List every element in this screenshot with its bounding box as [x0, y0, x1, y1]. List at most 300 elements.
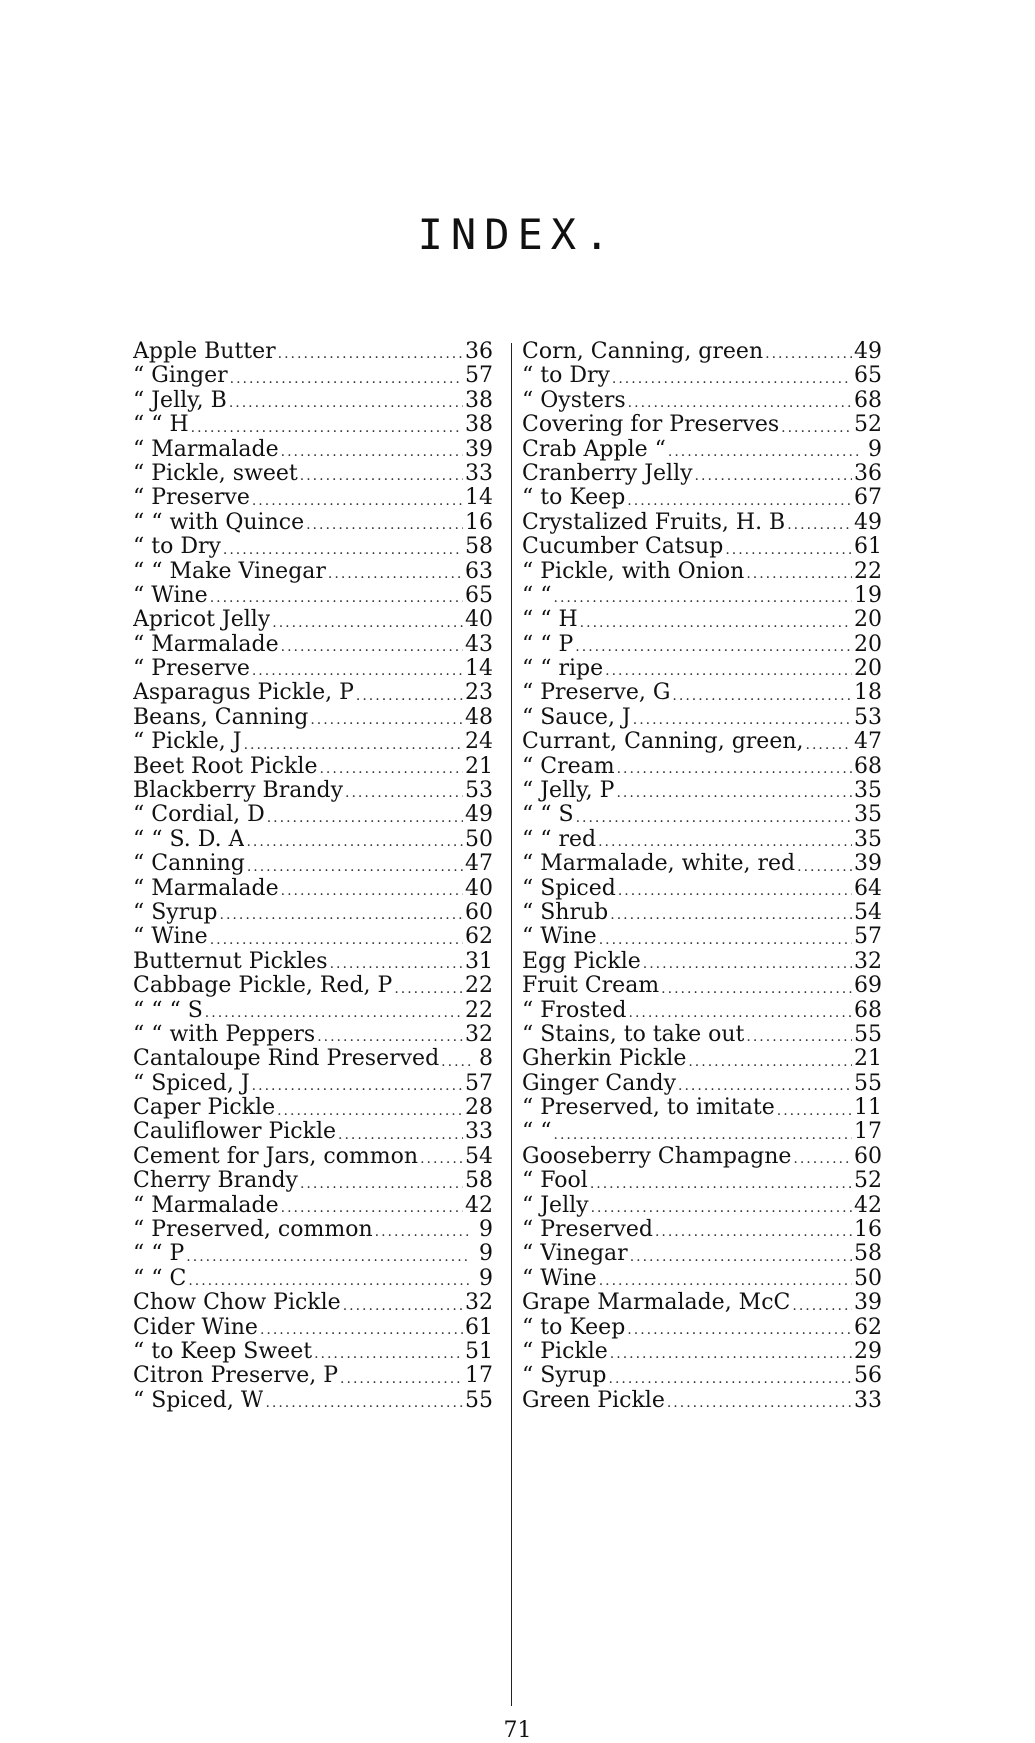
index-entry: [133, 1316, 493, 1340]
entry-name: Blackberry Brandy: [133, 779, 344, 804]
dot-leader: [806, 735, 852, 755]
entry-name: “ Pickle, sweet: [133, 461, 298, 486]
entry-page: 65: [465, 582, 493, 608]
entry-page: 22: [465, 997, 493, 1023]
entry-page: 19: [854, 582, 882, 608]
entry-name: Apple Butter: [133, 339, 276, 364]
dot-leader: [746, 564, 852, 584]
dot-leader: [277, 1101, 463, 1121]
index-entry: [522, 1340, 882, 1364]
index-entry: [522, 755, 882, 779]
index-entry: [522, 560, 882, 584]
entry-name: “ Fool: [522, 1169, 588, 1194]
dot-leader: [695, 466, 852, 486]
dot-leader: [746, 1027, 852, 1047]
index-entry: [133, 828, 493, 852]
index-entry: [133, 1072, 493, 1096]
index-entry: [133, 999, 493, 1023]
entry-name: Caper Pickle: [133, 1096, 276, 1121]
index-entry: [522, 1096, 882, 1120]
entry-name: “ Marmalade: [133, 1193, 279, 1218]
index-entry: [522, 1364, 882, 1388]
dot-leader: [278, 344, 463, 364]
index-entry: [133, 364, 493, 388]
dot-leader: [765, 344, 852, 364]
entry-name: Currant, Canning, green,: [522, 730, 804, 755]
dot-leader: [598, 832, 852, 852]
index-entry: [133, 877, 493, 901]
entry-name: “ Wine: [133, 925, 208, 950]
entry-page: 38: [465, 412, 493, 438]
entry-page: 16: [465, 509, 493, 535]
page-number: 71: [503, 1718, 532, 1743]
entry-name: “ Pickle: [522, 1340, 608, 1364]
entry-page: 54: [465, 1143, 493, 1169]
entry-page: 47: [854, 729, 882, 755]
dot-leader: [300, 466, 463, 486]
entry-page: 57: [854, 924, 882, 950]
dot-leader: [630, 1247, 852, 1267]
index-entry: [522, 535, 882, 559]
index-entry: [522, 803, 882, 827]
entry-page: 9: [479, 1241, 493, 1267]
index-entry: [522, 950, 882, 974]
entry-name: “ “ Make Vinegar: [133, 559, 326, 584]
entry-page: 20: [854, 631, 882, 657]
entry-page: 49: [465, 802, 493, 828]
index-entry: [133, 511, 493, 535]
index-entry: [133, 535, 493, 559]
dot-leader: [575, 637, 852, 657]
entry-name: “ Jelly, P: [522, 779, 615, 804]
dot-leader: [319, 759, 463, 779]
index-entry: [522, 681, 882, 705]
index-entry: [133, 584, 493, 608]
dot-leader: [281, 1198, 463, 1218]
entry-name: Cider Wine: [133, 1315, 258, 1340]
dot-leader: [777, 1101, 852, 1121]
entry-name: “ to Keep: [522, 486, 626, 511]
entry-page: 16: [854, 1217, 882, 1243]
dot-leader: [633, 710, 852, 730]
dot-leader: [230, 369, 463, 389]
index-entry: [522, 1169, 882, 1193]
index-entry: [133, 901, 493, 925]
dot-leader: [441, 1052, 471, 1072]
entry-page: 20: [854, 656, 882, 682]
entry-name: “ Cordial, D: [133, 803, 265, 828]
entry-page: 9: [479, 1217, 493, 1243]
entry-name: “ “ ripe: [522, 657, 604, 682]
index-entry: [133, 1364, 493, 1388]
entry-page: 62: [465, 924, 493, 950]
index-entry: [133, 1267, 493, 1291]
entry-name: “ Marmalade: [133, 876, 279, 901]
index-entry: [522, 730, 882, 754]
entry-name: “ Shrub: [522, 900, 609, 925]
index-entry: [522, 1242, 882, 1266]
index-entry: [133, 1389, 493, 1413]
entry-name: “ “ C: [133, 1266, 187, 1291]
dot-leader: [678, 1076, 852, 1096]
dot-leader: [554, 588, 853, 608]
index-entry: [522, 1267, 882, 1291]
index-entry: [522, 1291, 882, 1315]
entry-name: Crystalized Fruits, H. B: [522, 510, 786, 535]
entry-name: “ “: [522, 1120, 552, 1145]
index-entry: [133, 803, 493, 827]
entry-name: Cherry Brandy: [133, 1169, 298, 1194]
entry-page: 42: [854, 1192, 882, 1218]
dot-leader: [655, 1222, 852, 1242]
index-entry: [522, 608, 882, 632]
entry-name: “ Wine: [133, 583, 208, 608]
entry-page: 49: [854, 338, 882, 364]
entry-name: Beet Root Pickle: [133, 754, 318, 779]
dot-leader: [787, 515, 852, 535]
entry-page: 61: [854, 534, 882, 560]
entry-name: “ Preserve, G: [522, 681, 671, 706]
index-entry: [522, 1218, 882, 1242]
dot-leader: [314, 1344, 463, 1364]
entry-name: “ Frosted: [522, 998, 627, 1023]
dot-leader: [420, 1149, 463, 1169]
index-entry: [522, 1023, 882, 1047]
entry-page: 60: [854, 1143, 882, 1169]
index-entry: [133, 486, 493, 510]
entry-page: 29: [854, 1339, 882, 1364]
dot-leader: [306, 515, 463, 535]
dot-leader: [643, 954, 852, 974]
dot-leader: [672, 686, 852, 706]
index-entry: [133, 950, 493, 974]
entry-name: “ Syrup: [133, 900, 218, 925]
entry-name: “ Wine: [522, 925, 597, 950]
index-entry: [522, 633, 882, 657]
entry-page: 35: [854, 826, 882, 852]
dot-leader: [210, 930, 463, 950]
entry-name: Cranberry Jelly: [522, 461, 693, 486]
index-entry: [522, 486, 882, 510]
entry-name: Grape Marmalade, McC: [522, 1291, 791, 1316]
entry-name: “ “ S: [522, 803, 574, 828]
entry-page: 36: [854, 460, 882, 486]
index-entry: [133, 413, 493, 437]
entry-page: 58: [465, 534, 493, 560]
index-entry: [522, 779, 882, 803]
entry-page: 32: [854, 948, 882, 974]
entry-page: 33: [465, 1119, 493, 1145]
entry-name: “ Spiced, J: [133, 1071, 250, 1096]
index-entry: [522, 364, 882, 388]
entry-name: Covering for Preserves: [522, 413, 780, 438]
index-entry: [522, 1047, 882, 1071]
entry-page: 14: [465, 656, 493, 682]
entry-name: Corn, Canning, green: [522, 339, 764, 364]
index-entry: [133, 852, 493, 876]
dot-leader: [338, 1125, 463, 1145]
entry-page: 33: [854, 1387, 882, 1413]
dot-leader: [590, 1174, 852, 1194]
dot-leader: [792, 1296, 852, 1316]
dot-leader: [210, 588, 463, 608]
dot-leader: [247, 857, 463, 877]
index-entry: [133, 657, 493, 681]
entry-page: 21: [465, 753, 493, 779]
entry-page: 63: [465, 558, 493, 584]
entry-name: “ Marmalade: [133, 632, 279, 657]
entry-page: 35: [854, 778, 882, 804]
dot-leader: [265, 1393, 463, 1413]
entry-name: “ Jelly: [522, 1193, 589, 1218]
entry-name: “ “ with Quince: [133, 510, 305, 535]
dot-leader: [272, 613, 463, 633]
index-entry: [522, 999, 882, 1023]
entry-page: 43: [465, 631, 493, 657]
entry-page: 11: [854, 1095, 882, 1121]
entry-page: 57: [465, 363, 493, 389]
entry-name: Cucumber Catsup: [522, 535, 724, 560]
entry-name: Beans, Canning: [133, 705, 309, 730]
entry-page: 17: [854, 1119, 882, 1145]
index-entry: [522, 413, 882, 437]
entry-name: “ Preserved, common: [133, 1218, 373, 1243]
dot-leader: [394, 979, 463, 999]
dot-leader: [554, 1125, 853, 1145]
entry-name: “ “ S. D. A: [133, 827, 245, 852]
dot-leader: [229, 393, 463, 413]
column-divider: [511, 343, 512, 1706]
entry-page: 32: [465, 1290, 493, 1316]
index-entry: [522, 925, 882, 949]
entry-name: “ Ginger: [133, 364, 228, 389]
entry-page: 8: [479, 1046, 493, 1072]
index-entry: [133, 1121, 493, 1145]
dot-leader: [576, 808, 852, 828]
entry-name: “ Preserved: [522, 1218, 653, 1243]
entry-name: “ “ red: [522, 827, 597, 852]
entry-name: “ Sauce, J: [522, 705, 631, 730]
dot-leader: [300, 1174, 463, 1194]
index-entry: [522, 901, 882, 925]
index-entry: [133, 438, 493, 462]
entry-name: Crab Apple “: [522, 437, 666, 462]
index-entry: [522, 438, 882, 462]
entry-page: 69: [854, 973, 882, 999]
page-title: INDEX.: [417, 210, 618, 259]
entry-page: 39: [854, 851, 882, 877]
entry-page: 9: [479, 1265, 493, 1291]
entry-page: 36: [465, 338, 493, 364]
entry-page: 40: [465, 875, 493, 901]
entry-page: 22: [465, 973, 493, 999]
entry-page: 49: [854, 509, 882, 535]
index-entry: [522, 389, 882, 413]
entry-name: Butternut Pickles: [133, 949, 328, 974]
entry-page: 50: [465, 826, 493, 852]
entry-page: 47: [465, 851, 493, 877]
index-entry: [522, 974, 882, 998]
index-entry: [522, 1121, 882, 1145]
entry-page: 55: [854, 1070, 882, 1096]
dot-leader: [599, 1271, 852, 1291]
dot-leader: [330, 954, 463, 974]
index-entry: [522, 1145, 882, 1169]
entry-name: “ Canning: [133, 852, 245, 877]
dot-leader: [627, 491, 852, 511]
dot-leader: [725, 540, 852, 560]
entry-page: 48: [465, 704, 493, 730]
entry-name: “ “ P: [133, 1242, 185, 1267]
entry-name: “ to Dry: [133, 535, 221, 560]
entry-name: Cantaloupe Rind Preserved: [133, 1047, 440, 1072]
entry-name: “ Preserve: [133, 486, 250, 511]
entry-name: “ “: [522, 583, 552, 608]
dot-leader: [612, 369, 852, 389]
dot-leader: [793, 1149, 852, 1169]
entry-page: 35: [854, 802, 882, 828]
dot-leader: [605, 661, 852, 681]
entry-name: “ Preserved, to imitate: [522, 1096, 775, 1121]
entry-name: “ Marmalade, white, red: [522, 852, 796, 877]
entry-page: 58: [465, 1168, 493, 1194]
index-entry: [133, 608, 493, 632]
index-entry: [133, 1242, 493, 1266]
entry-page: 67: [854, 485, 882, 511]
dot-leader: [591, 1198, 852, 1218]
entry-name: “ “ H: [522, 608, 578, 633]
entry-name: Asparagus Pickle, P: [133, 681, 354, 706]
index-entry: [133, 1023, 493, 1047]
entry-name: “ Cream: [522, 754, 615, 779]
entry-name: Gooseberry Champagne: [522, 1144, 792, 1169]
dot-leader: [688, 1052, 852, 1072]
dot-leader: [375, 1222, 471, 1242]
dot-leader: [610, 1344, 852, 1364]
dot-leader: [246, 832, 463, 852]
index-entry: [522, 1072, 882, 1096]
index-entry: [522, 511, 882, 535]
index-entry: [133, 633, 493, 657]
entry-name: “ to Dry: [522, 364, 610, 389]
entry-page: 62: [854, 1314, 882, 1340]
entry-name: “ “ “ S: [133, 998, 203, 1023]
dot-leader: [617, 759, 852, 779]
entry-page: 53: [465, 778, 493, 804]
entry-name: “ Spiced, W: [133, 1388, 264, 1413]
entry-name: “ Oysters: [522, 388, 626, 413]
entry-page: 68: [854, 387, 882, 413]
entry-page: 54: [854, 899, 882, 925]
dot-leader: [205, 1003, 463, 1023]
index-entry: [133, 462, 493, 486]
entry-name: Citron Preserve, P: [133, 1364, 339, 1389]
dot-leader: [281, 637, 463, 657]
index-entry: [133, 1169, 493, 1193]
dot-leader: [580, 613, 852, 633]
dot-leader: [781, 418, 852, 438]
dot-leader: [244, 735, 463, 755]
dot-leader: [610, 905, 852, 925]
dot-leader: [252, 1076, 463, 1096]
index-entry: [522, 1389, 882, 1413]
entry-page: 64: [854, 875, 882, 901]
entry-page: 39: [465, 436, 493, 462]
entry-page: 28: [465, 1095, 493, 1121]
index-entry: [133, 1047, 493, 1071]
entry-name: “ to Keep: [522, 1315, 626, 1340]
index-entry: [133, 925, 493, 949]
entry-name: “ Marmalade: [133, 437, 279, 462]
entry-page: 50: [854, 1265, 882, 1291]
dot-leader: [616, 783, 852, 803]
index-entry: [133, 1340, 493, 1364]
index-entry: [522, 657, 882, 681]
entry-page: 22: [854, 558, 882, 584]
dot-leader: [281, 442, 463, 462]
dot-leader: [260, 1320, 463, 1340]
entry-page: 24: [465, 729, 493, 755]
index-entry: [522, 706, 882, 730]
entry-page: 51: [465, 1339, 493, 1364]
dot-leader: [267, 808, 463, 828]
entry-page: 38: [465, 387, 493, 413]
dot-leader: [345, 783, 463, 803]
index-entry: [522, 1194, 882, 1218]
entry-page: 39: [854, 1290, 882, 1316]
entry-page: 57: [465, 1070, 493, 1096]
index-column-left: [133, 340, 493, 1413]
entry-name: “ “ P: [522, 632, 574, 657]
index-entry: [522, 1316, 882, 1340]
entry-page: 68: [854, 753, 882, 779]
dot-leader: [661, 979, 852, 999]
dot-leader: [252, 661, 463, 681]
entry-page: 68: [854, 997, 882, 1023]
entry-page: 20: [854, 607, 882, 633]
index-column-right: [522, 340, 882, 1413]
dot-leader: [317, 1027, 463, 1047]
index-entry: [133, 706, 493, 730]
index-entry: [133, 730, 493, 754]
dot-leader: [628, 393, 852, 413]
index-entry: [133, 1218, 493, 1242]
entry-name: Cabbage Pickle, Red, P: [133, 974, 393, 999]
entry-name: “ Pickle, J: [133, 730, 242, 755]
entry-name: “ Spiced: [522, 876, 616, 901]
index-entry: [522, 584, 882, 608]
entry-name: Chow Chow Pickle: [133, 1291, 341, 1316]
dot-leader: [310, 710, 463, 730]
index-entry: [522, 462, 882, 486]
entry-name: “ Pickle, with Onion: [522, 559, 745, 584]
index-entry: [133, 779, 493, 803]
index-entry: [522, 852, 882, 876]
entry-page: 17: [465, 1363, 493, 1389]
entry-name: Gherkin Pickle: [522, 1047, 687, 1072]
dot-leader: [599, 930, 852, 950]
entry-page: 55: [465, 1387, 493, 1413]
dot-leader: [252, 491, 463, 511]
dot-leader: [191, 418, 463, 438]
dot-leader: [220, 905, 463, 925]
entry-page: 56: [854, 1363, 882, 1389]
entry-name: “ “ H: [133, 413, 189, 438]
index-entry: [133, 1145, 493, 1169]
index-entry: [133, 389, 493, 413]
dot-leader: [609, 1369, 852, 1389]
entry-name: “ Wine: [522, 1266, 597, 1291]
